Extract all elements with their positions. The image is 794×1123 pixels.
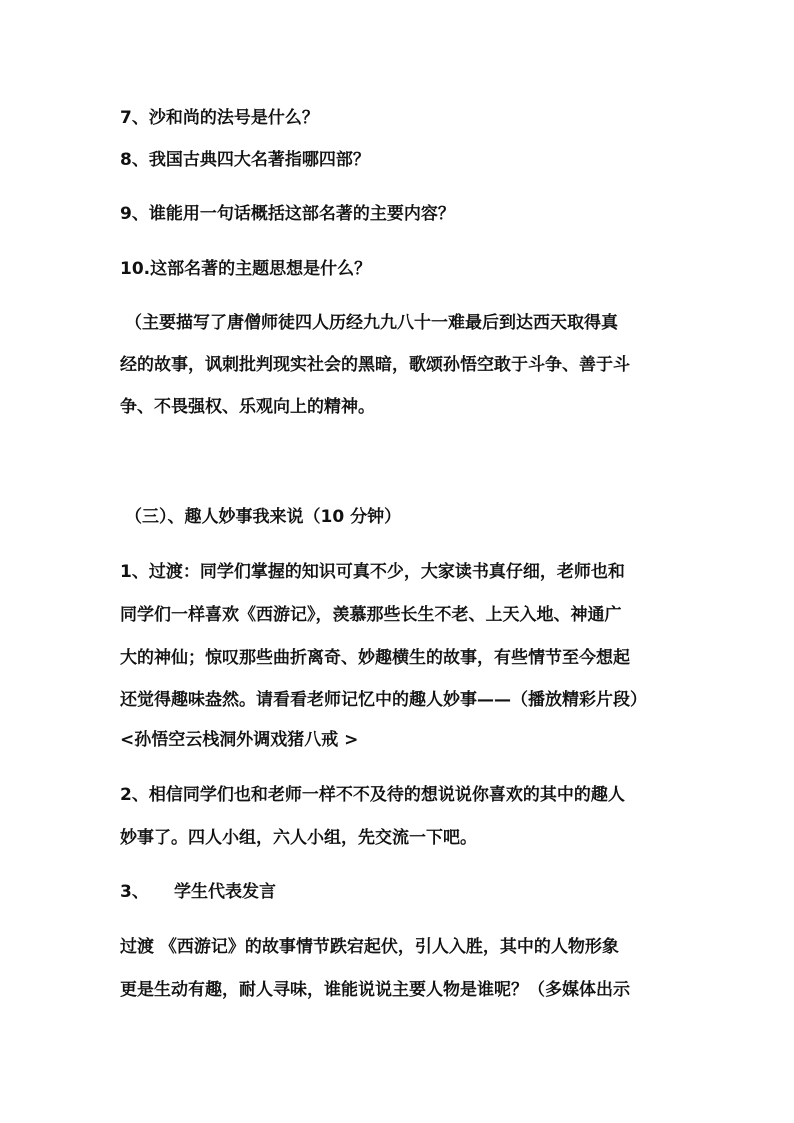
paragraph-1-line-1: 1、过渡：同学们掌握的知识可真不少，大家读书真仔细，老师也和 [120,562,625,582]
paragraph-4-line-1: 过渡 《西游记》的故事情节跌宕起伏，引人入胜，其中的人物形象 [120,937,619,957]
section-heading: （三）、趣人妙事我来说（10 分钟） [125,507,402,527]
paragraph-1-line-5: <孙悟空云栈洞外调戏猪八戒 > [120,730,359,750]
question-9: 9、谁能用一句话概括这部名著的主要内容？ [120,204,455,224]
question-8: 8、我国古典四大名著指哪四部？ [120,150,370,170]
paragraph-2-line-2: 妙事了。四人小组，六人小组，先交流一下吧。 [120,828,477,848]
paragraph-3 [120,880,690,904]
question-7: 7、沙和尚的法号是什么？ [120,108,319,128]
paragraph-2-line-1: 2、相信同学们也和老师一样不不及待的想说说你喜欢的其中的趣人 [120,785,625,805]
answer-line-2: 经的故事，讽刺批判现实社会的黑暗，歌颂孙悟空敢于斗争、善于斗 [120,355,630,375]
paragraph-3-number: 3、 [120,882,149,902]
paragraph-1-line-2: 同学们一样喜欢《西游记》，羡慕那些长生不老、上天入地、神通广 [120,605,622,625]
answer-line-1: （主要描写了唐僧师徒四人历经九九八十一难最后到达西天取得真 [125,313,618,333]
paragraph-3-text: 学生代表发言 [174,882,276,902]
question-10: 10.这部名著的主题思想是什么？ [120,259,372,279]
paragraph-1-line-3: 大的神仙；惊叹那些曲折离奇、妙趣横生的故事，有些情节至今想起 [120,648,630,668]
answer-line-3: 争、不畏强权、乐观向上的精神。 [120,397,375,417]
paragraph-4-line-2: 更是生动有趣，耐人寻味，谁能说说主要人物是谁呢？（多媒体出示 [120,980,630,1000]
paragraph-1-line-4: 还觉得趣味盎然。请看看老师记忆中的趣人妙事——（播放精彩片段） [120,690,647,710]
